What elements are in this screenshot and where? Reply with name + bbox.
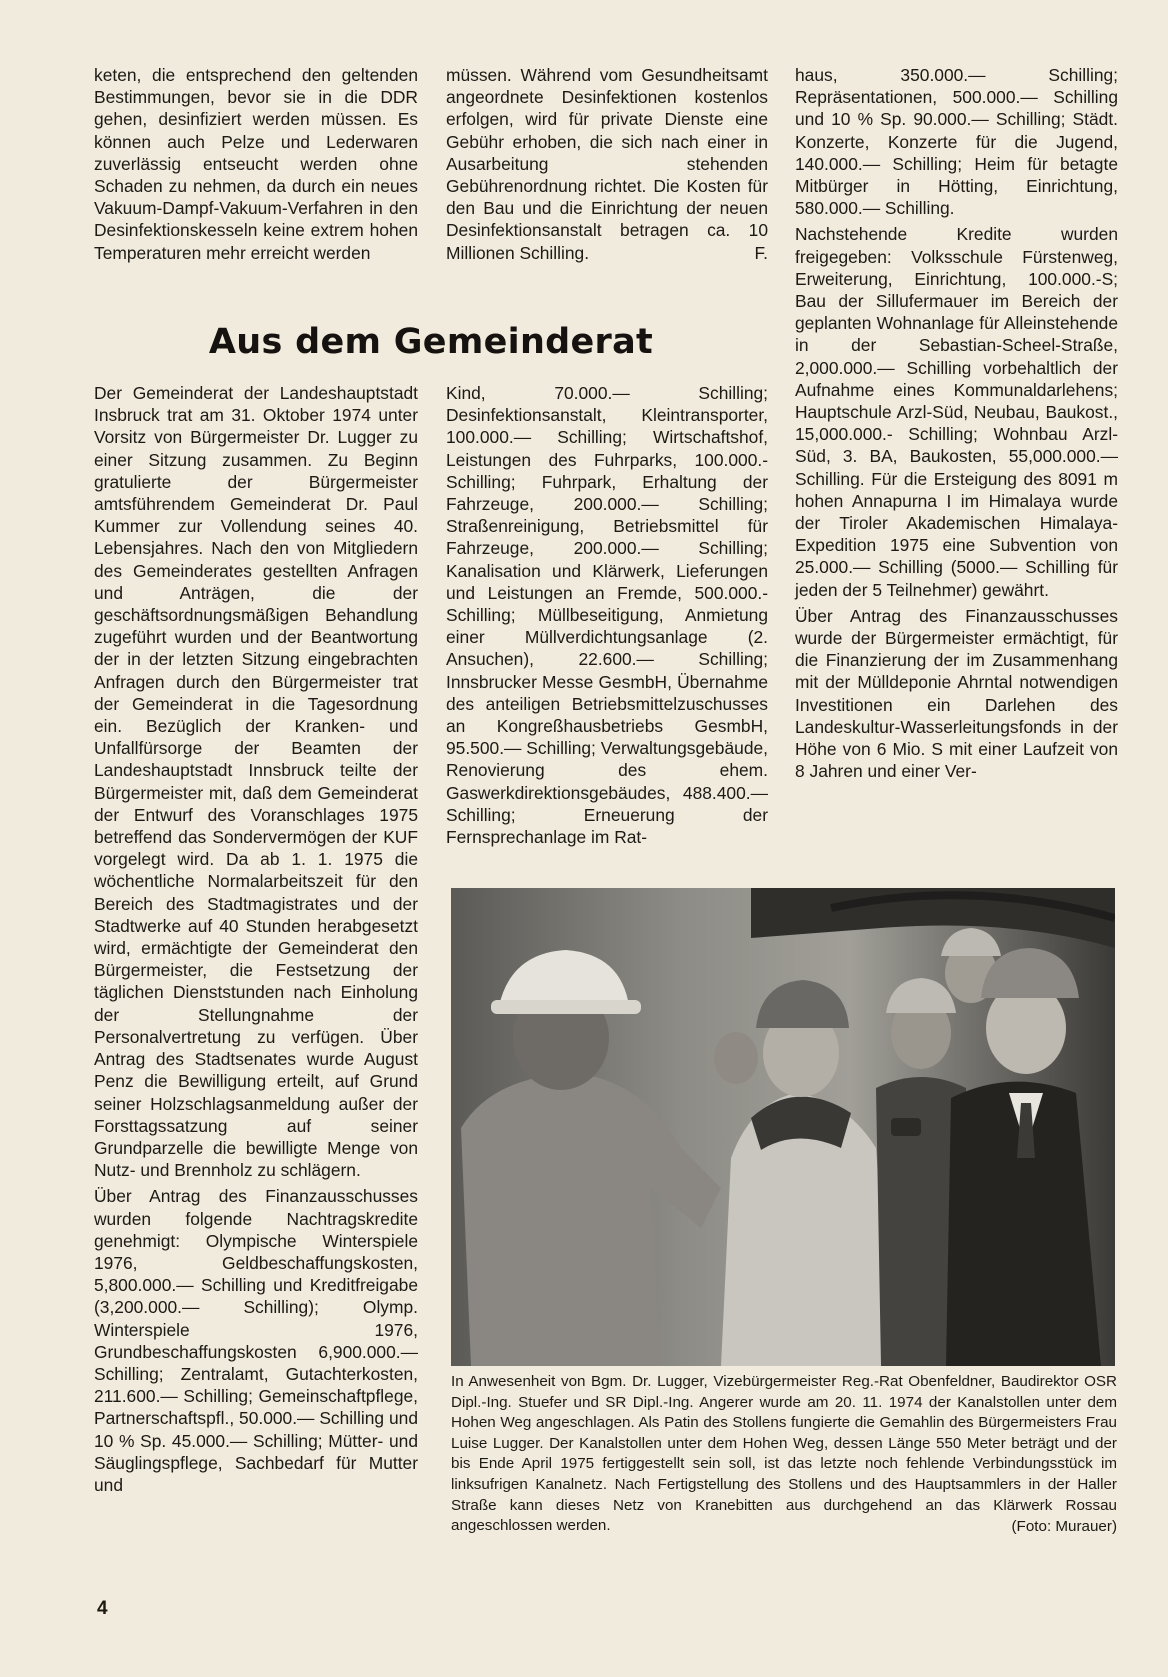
council-paragraph: haus, 350.000.— Schilling; Repräsentationen, 500.000.— Schilling und 10 % Sp. 90.000.— Schilling; Städt. Konzerte, Konzerte für die Jugend, 140.000.— Schilling; Heim für betagte Mitbürger in Hötting, Einrichtung, 580.000.— Schilling. [795, 65, 1118, 219]
council-paragraph: Über Antrag des Finanzausschusses wurden folgende Nachtragskredite genehmigt: Olympische Winterspiele 1976, Geldbeschaffungskosten, 5,800.000.— Schilling und Kreditfreigabe (3,200.000.— Schilling); Olymp. Winterspiele 1976, Grundbeschaffungskosten 6,900.000.— Schilling; Zentralamt, Gutachterkosten, 211.600.— Schilling; Gemeinschaftpflege, Partnerschaftspfl., 50.000.— Schilling und 10 % Sp. 45.000.— Schilling; Mütter- und Säuglingspflege, Sachbedarf für Mutter und [94, 1186, 418, 1495]
intro-article-text-2: müssen. Während vom Gesundheitsamt angeordnete Desinfektionen kostenlos erfolgen, wird für private Dienste eine Gebühr erhoben, die sich nach einer in Ausarbeitung stehenden Gebührenordnung richtet. Die Kosten für den Bau und die Einrichtung der neuen Desinfektionsanstalt betragen ca. 10 Millionen Schilling. [446, 65, 768, 263]
council-paragraph: Über Antrag des Finanzausschusses wurde der Bürgermeister ermächtigt, für die Finanzierung der im Zusammenhang mit der Mülldeponie Ahrntal notwendigen Investitionen ein Darlehen des Landeskultur-Wasserleitungsfonds in der Höhe von 6 Mio. S mit einer Laufzeit von 8 Jahren und einer Ver- [795, 605, 1118, 782]
council-paragraph: Der Gemeinderat der Landeshauptstadt Insbruck trat am 31. Oktober 1974 unter Vorsitz von Bürgermeister Dr. Lugger zu einer Sitzung zusammen. Zu Beginn gratulierte der Bürgermeister amtsführendem Gemeinderat Dr. Paul Kummer zur Vollendung seines 40. Lebensjahres. Nach den von Mitgliedern des Gemeinderates gestellten Anfragen und Anträgen, die der geschäftsordnungsmäßigen Behandlung zugeführt wurden und der Beantwortung der in der letzten Sitzung eingebrachten Anfragen durch den Bürgermeister trat der Gemeinderat in die Tagesordnung ein. Bezüglich der Kranken- und Unfallfürsorge der Beamten der Landeshauptstadt Innsbruck teilte der Bürgermeister mit, daß dem Gemeinderat der Entwurf des Voranschlages 1975 betreffend das Sondervermögen der KUF vorgelegt wird. Da ab 1. 1. 1975 die wöchentliche Normalarbeitszeit für den Bereich des Stadtmagistrates und der Stadtwerke auf 40 Stunden herabgesetzt wird, ermächtigte der Gemeinderat den Bürgermeister, die Festsetzung der täglichen Dienststunden nach Einholung der Stellungnahme der Personalvertretung zu verfügen. Über Antrag des Stadtsenates wurde August Penz die Bewilligung erteilt, auf Grund seiner Holzschlagsanmeldung außer der Forsttagssatzung auf seiner Grundparzelle die bewilligte Menge von Nutz- und Brennholz zu schlägern. [94, 383, 418, 1181]
tunnel-ceremony-photo [451, 888, 1115, 1366]
intro-article-text-1: keten, die entsprechend den geltenden Bestimmungen, bevor sie in die DDR gehen, desinfiziert werden müssen. Es können auch Pelze und Lederwaren zuverlässig entseucht werden ohne Schaden zu nehmen, da durch ein neues Vakuum-Dampf-Vakuum-Verfahren in den Desinfektionskesseln keine extrem hohen Temperaturen mehr erreicht werden [94, 65, 418, 263]
author-signature: F. [754, 242, 768, 263]
photo-caption [451, 1372, 1117, 1537]
photo-credit: (Foto: Murauer) [1011, 1517, 1117, 1535]
article-headline: Aus dem Gemeinderat [208, 322, 654, 362]
council-paragraph: Kind, 70.000.— Schilling; Desinfektionsanstalt, Kleintransporter, 100.000.— Schilling; Wirtschaftshof, Leistungen des Fuhrparks, 100.000.- Schilling; Fuhrpark, Erhaltung der Fahrzeuge, 200.000.— Schilling; Straßenreinigung, Betriebsmittel für Fahrzeuge, 200.000.— Schilling; Kanalisation und Klärwerk, Lieferungen und Leistungen an Fremde, 500.000.- Schilling; Müllbeseitigung, Anmietung einer Müllverdichtungsanlage (2. Ansuchen), 22.600.— Schilling; Innsbrucker Messe GesmbH, Übernahme des anteiligen Betriebsmittelzuschusses an Kongreßhausbetriebs GesmbH, 95.500.— Schilling; Verwaltungsgebäude, Renovierung des ehem. Gaswerkdirektionsgebäudes, 488.400.— Schilling; Erneuerung der Fernsprechanlage im Rat- [446, 383, 768, 848]
council-paragraph: Nachstehende Kredite wurden freigegeben: Volksschule Fürstenweg, Erweiterung, Einrichtung, 100.000.-S; Bau der Sillufermauer im Bereich der geplanten Wohnanlage für Alleinstehende in der Sebastian-Scheel-Straße, 2,000.000.— Schilling vorbehaltlich der Aufnahme eines Kommunaldarlehens; Hauptschule Arzl-Süd, Neubau, Baukost., 15,000.000.- Schilling; Wohnbau Arzl-Süd, 3. BA, Baukosten, 55,000.000.— Schilling. Für die Ersteigung des 8091 m hohen Annapurna I im Himalaya wurde der Tiroler Akademischen Himalaya-Expedition 1975 eine Subvention von 25.000.— Schilling (5000.— Schilling für jeden der 5 Teilnehmer) gewährt. [795, 224, 1118, 600]
intro-article-column-1 [94, 64, 418, 264]
intro-article-column-2 [446, 64, 768, 264]
photo-illustration [451, 888, 1115, 1366]
council-article-column-3 [795, 64, 1118, 783]
council-article-column-2 [446, 382, 768, 848]
caption-text: In Anwesenheit von Bgm. Dr. Lugger, Vizebürgermeister Reg.-Rat Obenfeldner, Baudirektor OSR Dipl.-Ing. Stuefer und SR Dipl.-Ing. Angerer wurde am 20. 11. 1974 der Kanalstollen unter dem Hohen Weg angeschlagen. Als Patin des Stollens fungierte die Gemahlin des Bürgermeisters Frau Luise Lugger. Der Kanalstollen unter dem Hohen Weg, dessen Länge 550 Meter beträgt und der bis Ende April 1975 fertiggestellt sein soll, ist das letzte noch fehlende Verbindungsstück im linksufrigen Kanalnetz. Nach Fertigstellung des Stollens und des Hauptsammlers in der Haller Straße kann dieses Netz von Kranebitten aus durchgehend an das Klärwerk Rossau angeschlossen werden. [451, 1373, 1117, 1535]
page-number: 4 [97, 1598, 108, 1619]
council-article-column-1 [94, 382, 418, 1496]
